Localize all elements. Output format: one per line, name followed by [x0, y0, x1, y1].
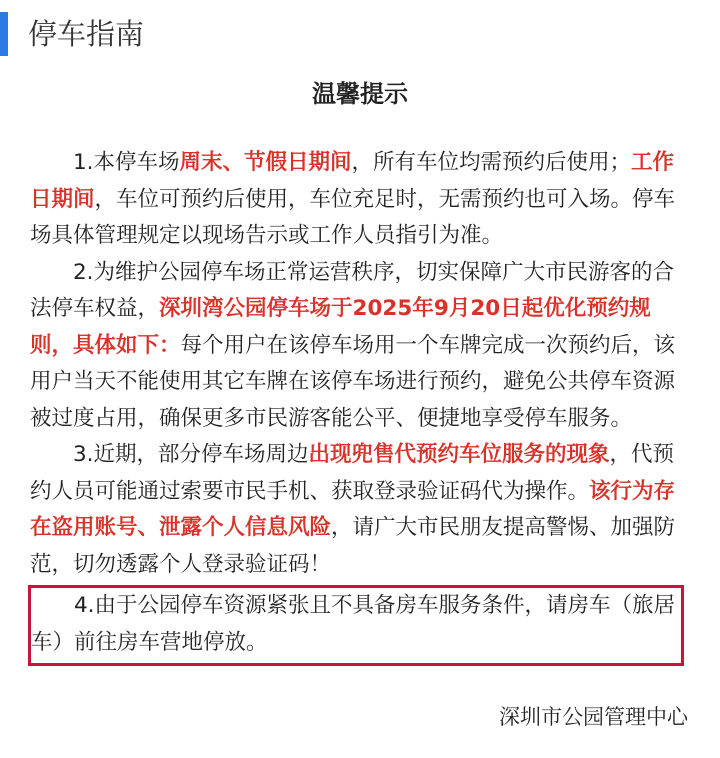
page-header — [0, 8, 720, 58]
notice-paragraph-1 — [30, 145, 690, 255]
p3-text-1: 3.近期，部分停车场周边 — [73, 442, 309, 467]
p3-text-3: ，请广大市民朋友提高警惕、加强防范，切勿透露个人登录验证码！ — [30, 515, 676, 577]
page-title: 停车指南 — [28, 17, 145, 51]
notice-heading: 温馨提示 — [312, 80, 408, 108]
notice-paragraph-2 — [30, 255, 690, 438]
p2-highlight-1: 深圳湾公园停车场于2025年9月20日起优化预约规则，具体如下： — [30, 296, 651, 358]
signature: 深圳市公园管理中心 — [499, 705, 688, 729]
p3-highlight-2: 该行为存在盗用账号、泄露个人信息风险 — [30, 478, 676, 540]
notice-paragraph-4: 4.由于公园停车资源紧张且不具备房车服务条件，请房车（旅居车）前往房车营地停放。 — [31, 593, 676, 655]
p1-text-2: ，所有车位均需预约后使用； — [351, 150, 632, 175]
notice-body — [30, 145, 690, 666]
notice-paragraph-3 — [30, 437, 690, 583]
rv-notice-box — [28, 585, 684, 666]
p1-text-1: 1.本停车场 — [73, 150, 180, 175]
p3-text-2: ，代预约人员可能通过索要市民手机、获取登录验证码代为操作。 — [30, 442, 675, 504]
header-accent-bar — [0, 12, 8, 56]
p2-text-2: 每个用户在该停车场用一个车牌完成一次预约后，该用户当天不能使用其它车牌在该停车场进行预约，避免公共停车资源被过度占用，确保更多市民游客能公平、便捷地享受停车服务。 — [30, 332, 676, 431]
p1-text-3: ，车位可预约后使用，车位充足时，无需预约也可入场。停车场具体管理规定以现场告示或工作人员指引为准。 — [30, 186, 676, 248]
p1-highlight-2: 工作日期间 — [30, 150, 675, 212]
p1-highlight-1: 周末、节假日期间 — [179, 150, 352, 175]
p3-highlight-1: 出现兜售代预约车位服务的现象 — [308, 442, 610, 467]
p2-text-1: 2.为维护公园停车场正常运营秩序，切实保障广大市民游客的合法停车权益， — [30, 259, 675, 321]
